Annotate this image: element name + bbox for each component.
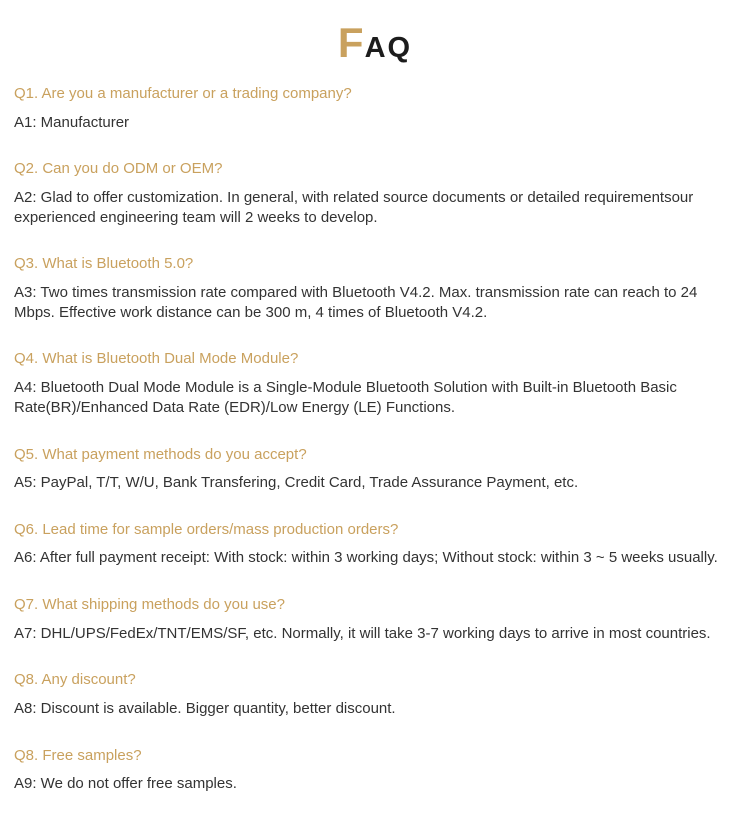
faq-question: Q4. What is Bluetooth Dual Mode Module? <box>14 350 299 368</box>
faq-answer: A5: PayPal, T/T, W/U, Bank Transfering, Credit Card, Trade Assurance Payment, etc. <box>14 474 579 492</box>
faq-answer: A6: After full payment receipt: With stock: within 3 working days; Without stock: within 3 ~ 5 weeks usually. <box>14 549 718 567</box>
faq-list <box>14 84 736 794</box>
faq-question: Q3. What is Bluetooth 5.0? <box>14 255 194 273</box>
faq-item <box>14 445 736 493</box>
faq-answer: A7: DHL/UPS/FedEx/TNT/EMS/SF, etc. Normally, it will take 3-7 working days to arrive in most countries. <box>14 624 711 642</box>
faq-item <box>14 349 736 417</box>
faq-item <box>14 254 736 322</box>
faq-answer: A9: We do not offer free samples. <box>14 775 237 793</box>
faq-question: Q8. Any discount? <box>14 671 136 689</box>
faq-item <box>14 746 736 794</box>
faq-question: Q8. Free samples? <box>14 746 142 764</box>
faq-item <box>14 520 736 568</box>
page-title <box>14 19 736 66</box>
faq-item <box>14 84 736 132</box>
faq-answer: A4: Bluetooth Dual Mode Module is a Single-Module Bluetooth Solution with Built-in Bluetooth Basic Rate(BR)/Enhanced Data Rate (EDR)/Low Energy (LE) Functions. <box>14 378 677 416</box>
faq-question: Q7. What shipping methods do you use? <box>14 596 285 614</box>
faq-answer: A2: Glad to offer customization. In general, with related source documents or detailed requirementsour experienced engineering team will 2 weeks to develop. <box>14 188 694 226</box>
page-title-rest: AQ <box>364 32 413 64</box>
faq-answer: A1: Manufacturer <box>14 113 130 131</box>
faq-answer: A8: Discount is available. Bigger quantity, better discount. <box>14 699 396 717</box>
faq-question: Q6. Lead time for sample orders/mass production orders? <box>14 520 399 538</box>
faq-item <box>14 159 736 227</box>
faq-item <box>14 595 736 643</box>
page-title-first-letter: F <box>337 19 365 66</box>
faq-item <box>14 670 736 718</box>
faq-answer: A3: Two times transmission rate compared with Bluetooth V4.2. Max. transmission rate can reach to 24 Mbps. Effective work distance can be 300 m, 4 times of Bluetooth V4.2. <box>14 283 698 321</box>
faq-question: Q2. Can you do ODM or OEM? <box>14 160 223 178</box>
faq-question: Q1. Are you a manufacturer or a trading company? <box>14 85 352 102</box>
faq-question: Q5. What payment methods do you accept? <box>14 445 307 463</box>
